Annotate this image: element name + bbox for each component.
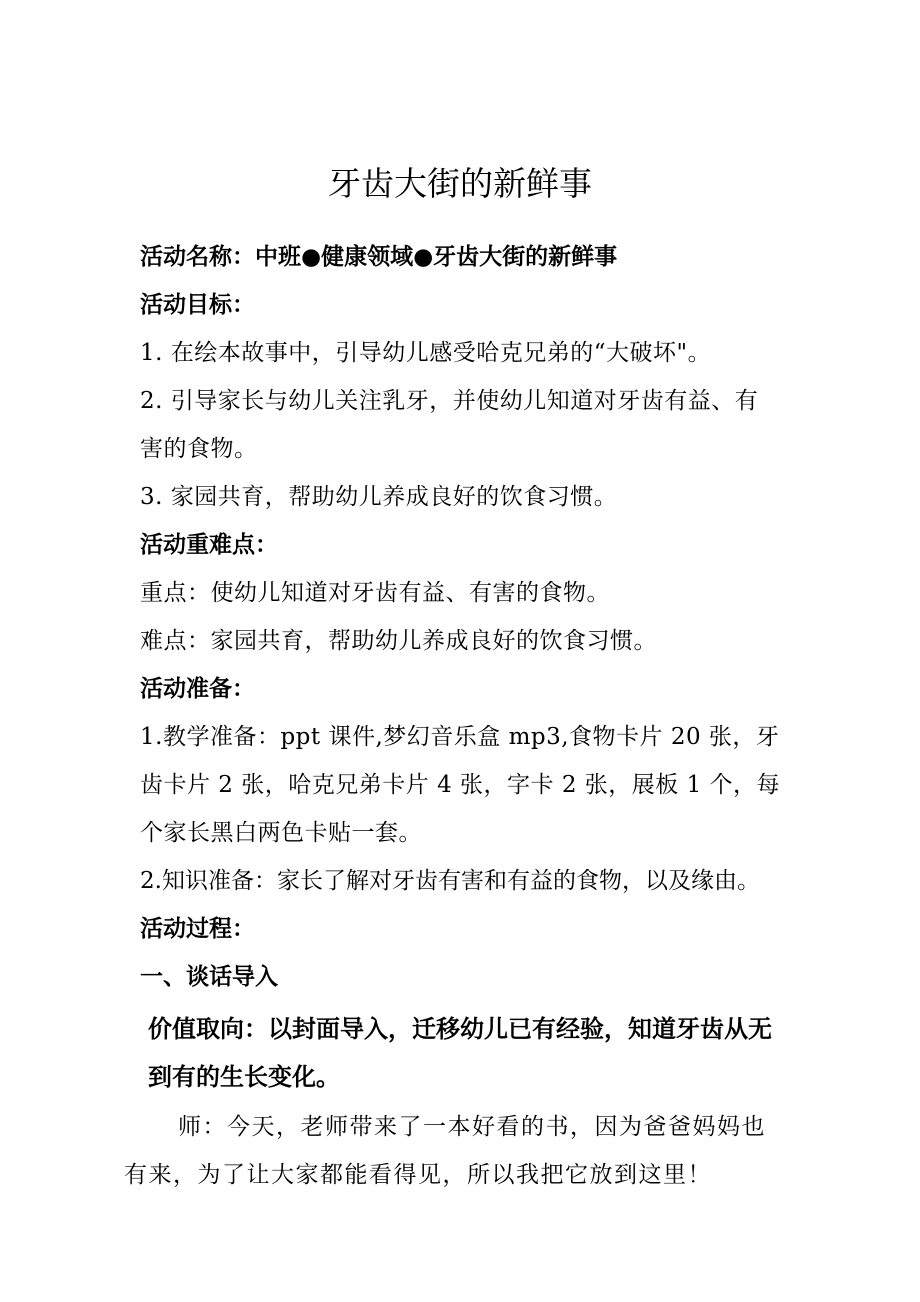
- goal-1: 1. 在绘本故事中，引导幼儿感受哈克兄弟的“大破坏"。: [140, 340, 712, 366]
- document-title: 牙齿大街的新鲜事: [328, 164, 592, 203]
- value-orientation-line-1: 价值取向：以封面导入，迁移幼儿已有经验，知道牙齿从无: [148, 1015, 772, 1043]
- prep-2: 2.知识准备：家长了解对牙齿有害和有益的食物，以及缘由。: [140, 868, 760, 894]
- key-point: 重点：使幼儿知道对牙齿有益、有害的食物。: [140, 580, 610, 606]
- goal-3: 3. 家园共育，帮助幼儿养成良好的饮食习惯。: [140, 484, 618, 510]
- key-points-heading: 活动重难点：: [140, 532, 278, 558]
- value-orientation-line-2: 到有的生长变化。: [148, 1063, 340, 1091]
- teacher-dialogue-line-1: 师：今天，老师带来了一本好看的书，因为爸爸妈妈也: [178, 1114, 766, 1140]
- process-heading: 活动过程：: [140, 916, 255, 942]
- prep-1-line-1: 1.教学准备：ppt 课件,梦幻音乐盒 mp3,食物卡片 20 张，牙: [140, 724, 780, 750]
- goal-2-line-1: 2. 引导家长与幼儿关注乳牙，并使幼儿知道对牙齿有益、有: [140, 388, 759, 414]
- section-1-heading: 一、谈话导入: [140, 964, 278, 990]
- prep-1-line-2: 齿卡片 2 张，哈克兄弟卡片 4 张，字卡 2 张，展板 1 个，每: [140, 772, 781, 798]
- goals-heading: 活动目标：: [140, 292, 255, 318]
- prep-1-line-3: 个家长黑白两色卡贴一套。: [140, 820, 422, 846]
- preparation-heading: 活动准备：: [140, 676, 255, 702]
- teacher-dialogue-line-2: 有来，为了让大家都能看得见，所以我把它放到这里！: [124, 1162, 712, 1188]
- goal-2-line-2: 害的食物。: [140, 436, 258, 462]
- activity-name: 活动名称：中班●健康领域●牙齿大街的新鲜事: [140, 244, 618, 270]
- difficult-point: 难点：家园共育，帮助幼儿养成良好的饮食习惯。: [140, 628, 657, 654]
